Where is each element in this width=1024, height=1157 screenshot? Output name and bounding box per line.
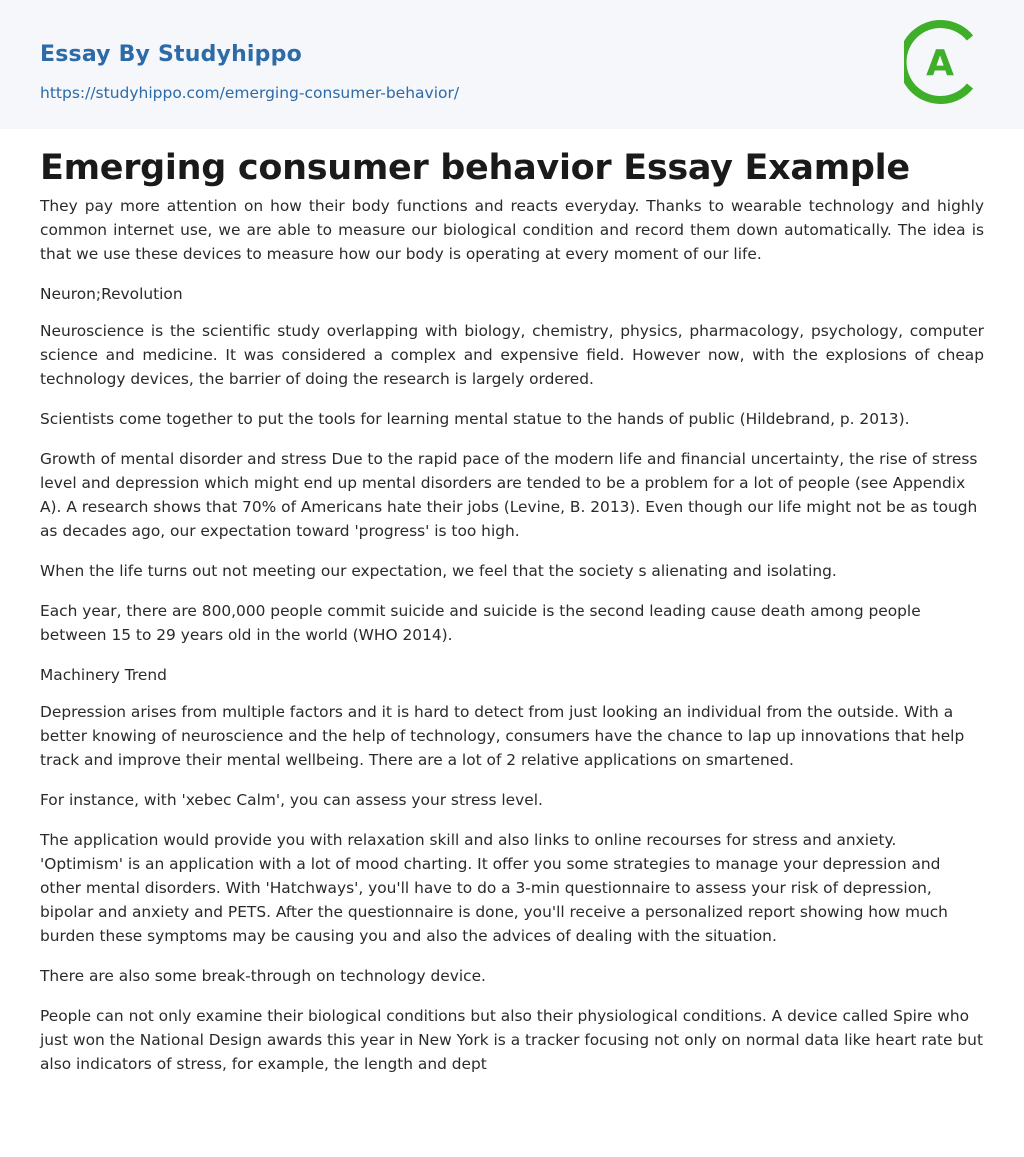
- article-paragraph: For instance, with 'xebec Calm', you can assess your stress level.: [40, 791, 543, 809]
- section-heading-machinery-trend: Machinery Trend: [40, 666, 167, 684]
- page-url-link[interactable]: https://studyhippo.com/emerging-consumer-behavior/: [40, 84, 460, 102]
- article-paragraph: Scientists come together to put the tools for learning mental statue to the hands of public (Hildebrand, p. 2013).: [40, 410, 910, 428]
- article-paragraph: When the life turns out not meeting our expectation, we feel that the society s alienating and isolating.: [40, 562, 837, 580]
- logo-letter: A: [926, 43, 954, 84]
- article-paragraph: Neuroscience is the scientific study overlapping with biology, chemistry, physics, pharmacology, psychology, computer science and medicine. It was considered a complex and expensive field. However now, with the explosions of cheap technology devices, the barrier of doing the research is largely ordered.: [40, 322, 984, 388]
- article-paragraph: Growth of mental disorder and stress Due to the rapid pace of the modern life and financial uncertainty, the rise of stress level and depression which might end up mental disorders are tended to be a problem for a lot of people (see Appendix A). A research shows that 70% of Americans hate their jobs (Levine, B. 2013). Even though our life might not be as tough as decades ago, our expectation toward 'progress' is too high.: [40, 450, 978, 540]
- brand-title[interactable]: Essay By Studyhippo: [40, 42, 302, 67]
- article-body: [40, 145, 984, 1092]
- article-paragraph: Each year, there are 800,000 people commit suicide and suicide is the second leading cause death among people between 15 to 29 years old in the world (WHO 2014).: [40, 602, 921, 644]
- article-paragraph: Depression arises from multiple factors and it is hard to detect from just looking an individual from the outside. With a better knowing of neuroscience and the help of technology, consumers have the chance to lap up innovations that help track and improve their mental wellbeing. There are a lot of 2 relative applications on smartened.: [40, 703, 965, 769]
- studyhippo-logo-icon[interactable]: [904, 18, 988, 106]
- article-paragraph: The application would provide you with relaxation skill and also links to online recourses for stress and anxiety. 'Optimism' is an application with a lot of mood charting. It offer you some strategies to manage your depression and other mental disorders. With 'Hatchways', you'll have to do a 3-min questionnaire to assess your risk of depression, bipolar and anxiety and PETS. After the questionnaire is done, you'll receive a personalized report showing how much burden these symptoms may be causing you and also the advices of dealing with the situation.: [40, 831, 948, 945]
- section-heading-neuron-revolution: Neuron;Revolution: [40, 285, 183, 303]
- site-header: [0, 0, 1024, 129]
- article-paragraph: People can not only examine their biological conditions but also their physiological conditions. A device called Spire who just won the National Design awards this year in New York is a tracker focusing not only on normal data like heart rate but also indicators of stress, for example, the length and dept: [40, 1007, 983, 1073]
- article-title: Emerging consumer behavior Essay Example: [40, 148, 910, 188]
- article-paragraph: They pay more attention on how their body functions and reacts everyday. Thanks to wearable technology and highly common internet use, we are able to measure our biological condition and record them down automatically. The idea is that we use these devices to measure how our body is operating at every moment of our life.: [40, 197, 984, 263]
- article-paragraph: There are also some break-through on technology device.: [40, 967, 486, 985]
